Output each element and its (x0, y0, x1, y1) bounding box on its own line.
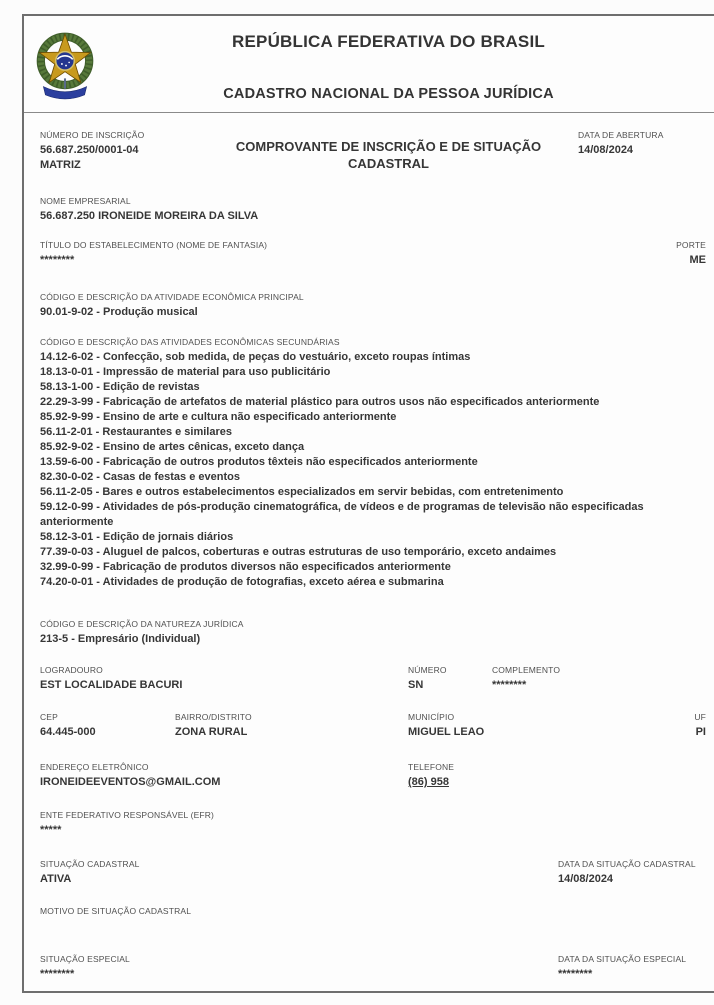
field-porte (676, 240, 706, 268)
data-abertura-label: DATA DE ABERTURA (578, 130, 664, 140)
natureza-juridica-value: 213-5 - Empresário (Individual) (40, 633, 201, 645)
natureza-juridica-label: CÓDIGO E DESCRIÇÃO DA NATUREZA JURÍDICA (40, 619, 244, 629)
secondary-activity-item: 14.12-6-02 - Confecção, sob medida, de peças do vestuário, exceto roupas íntimas (40, 351, 471, 363)
situacao-cadastral-label: SITUAÇÃO CADASTRAL (40, 859, 140, 869)
situacao-especial-label: SITUAÇÃO ESPECIAL (40, 954, 130, 964)
field-uf (694, 712, 706, 740)
uf-value: PI (695, 726, 706, 738)
field-cep (40, 712, 96, 740)
cep-label: CEP (40, 712, 58, 722)
field-nome-fantasia (40, 240, 267, 268)
porte-label: PORTE (676, 240, 706, 250)
secondary-activity-item: 85.92-9-99 - Ensino de arte e cultura não especificado anteriormente (40, 411, 397, 423)
secondary-activity-item: 13.59-6-00 - Fabricação de outros produtos têxteis não especificados anteriormente (40, 456, 478, 468)
bairro-value: ZONA RURAL (175, 726, 248, 738)
email-label: ENDEREÇO ELETRÔNICO (40, 762, 149, 772)
numero-inscricao-label: NÚMERO DE INSCRIÇÃO (40, 130, 145, 140)
data-situacao-cadastral-label: DATA DA SITUAÇÃO CADASTRAL (558, 859, 696, 869)
field-data-situacao-cadastral (558, 859, 696, 887)
secondary-activity-item: 56.11-2-01 - Restaurantes e similares (40, 426, 233, 438)
data-situacao-especial-value: ******** (558, 968, 593, 980)
uf-label: UF (694, 712, 706, 722)
bairro-label: BAIRRO/DISTRITO (175, 712, 252, 722)
field-bairro (175, 712, 252, 740)
secondary-activity-item: 77.39-0-03 - Aluguel de palcos, coberturas e outras estruturas de uso temporário, exceto andaimes (40, 546, 557, 558)
document-border-box (22, 14, 714, 993)
republic-title: REPÚBLICA FEDERATIVA DO BRASIL (232, 32, 545, 51)
field-municipio (408, 712, 484, 740)
field-motivo-situacao (40, 906, 191, 919)
email-value: IRONEIDEEVENTOS@GMAIL.COM (40, 776, 221, 788)
secondary-activity-item: 85.92-9-02 - Ensino de artes cênicas, exceto dança (40, 441, 305, 453)
logradouro-value: EST LOCALIDADE BACURI (40, 679, 183, 691)
nome-fantasia-value: ******** (40, 254, 75, 266)
secondary-activity-item: 22.29-3-99 - Fabricação de artefatos de material plástico para outros usos não especificados anteriormente (40, 396, 600, 408)
secondary-activity-item: 56.11-2-05 - Bares e outros estabelecimentos especializados em servir bebidas, com entretenimento (40, 486, 564, 498)
secondary-activity-item: 59.12-0-99 - Atividades de pós-produção cinematográfica, de vídeos e de programas de televisão não especificadas anteriormente (40, 501, 644, 528)
data-situacao-cadastral-value: 14/08/2024 (558, 873, 614, 885)
telefone-label: TELEFONE (408, 762, 455, 772)
secondary-activity-item: 58.13-1-00 - Edição de revistas (40, 381, 200, 393)
logradouro-label: LOGRADOURO (40, 665, 103, 675)
municipio-value: MIGUEL LEAO (408, 726, 485, 738)
atividades-secundarias-label: CÓDIGO E DESCRIÇÃO DAS ATIVIDADES ECONÔMICAS SECUNDÁRIAS (40, 337, 340, 347)
secondary-activity-item: 82.30-0-02 - Casas de festas e eventos (40, 471, 240, 483)
field-logradouro (40, 665, 182, 693)
field-numero-inscricao (40, 130, 144, 173)
field-situacao-cadastral (40, 859, 140, 887)
field-email (40, 762, 220, 790)
secondary-activity-item: 18.13-0-01 - Impressão de material para uso publicitário (40, 366, 331, 378)
data-abertura-value: 14/08/2024 (578, 144, 634, 156)
field-atividade-principal (40, 292, 304, 320)
field-complemento (492, 665, 560, 693)
telefone-value[interactable]: (86) 958 (408, 776, 449, 788)
complemento-label: COMPLEMENTO (492, 665, 561, 675)
data-situacao-especial-label: DATA DA SITUAÇÃO ESPECIAL (558, 954, 687, 964)
cep-value: 64.445-000 (40, 726, 96, 738)
field-situacao-especial (40, 954, 130, 982)
field-natureza-juridica (40, 619, 244, 647)
atividade-principal-value: 90.01-9-02 - Produção musical (40, 306, 198, 318)
field-efr (40, 810, 214, 838)
field-data-abertura (578, 130, 664, 158)
comprovante-title: COMPROVANTE DE INSCRIÇÃO E DE SITUAÇÃO CADASTRAL (235, 139, 542, 171)
field-nome-empresarial (40, 196, 258, 224)
numero-label: NÚMERO (408, 665, 447, 675)
numero-inscricao-value: 56.687.250/0001-04 (40, 144, 139, 156)
field-data-situacao-especial (558, 954, 686, 982)
atividade-principal-label: CÓDIGO E DESCRIÇÃO DA ATIVIDADE ECONÔMICA PRINCIPAL (40, 292, 304, 302)
efr-value: ***** (40, 824, 62, 836)
porte-value: ME (689, 254, 706, 266)
matriz-flag: MATRIZ (40, 159, 81, 171)
field-numero (408, 665, 447, 693)
efr-label: ENTE FEDERATIVO RESPONSÁVEL (EFR) (40, 810, 215, 820)
complemento-value: ******** (492, 679, 527, 691)
municipio-label: MUNICÍPIO (408, 712, 455, 722)
cnpj-registry-title: CADASTRO NACIONAL DA PESSOA JURÍDICA (223, 86, 554, 102)
nome-empresarial-value: 56.687.250 IRONEIDE MOREIRA DA SILVA (40, 210, 259, 222)
numero-value: SN (408, 679, 424, 691)
field-atividades-secundarias (40, 337, 700, 590)
situacao-especial-value: ******** (40, 968, 75, 980)
situacao-cadastral-value: ATIVA (40, 873, 72, 885)
secondary-activities-list (40, 350, 700, 590)
nome-empresarial-label: NOME EMPRESARIAL (40, 196, 131, 206)
header-divider (24, 112, 714, 113)
secondary-activity-item: 74.20-0-01 - Atividades de produção de fotografias, exceto aérea e submarina (40, 576, 444, 588)
field-telefone (408, 762, 454, 790)
motivo-situacao-label: MOTIVO DE SITUAÇÃO CADASTRAL (40, 906, 192, 916)
secondary-activity-item: 32.99-0-99 - Fabricação de produtos diversos não especificados anteriormente (40, 561, 451, 573)
nome-fantasia-label: TÍTULO DO ESTABELECIMENTO (NOME DE FANTASIA) (40, 240, 268, 250)
secondary-activity-item: 58.12-3-01 - Edição de jornais diários (40, 531, 234, 543)
